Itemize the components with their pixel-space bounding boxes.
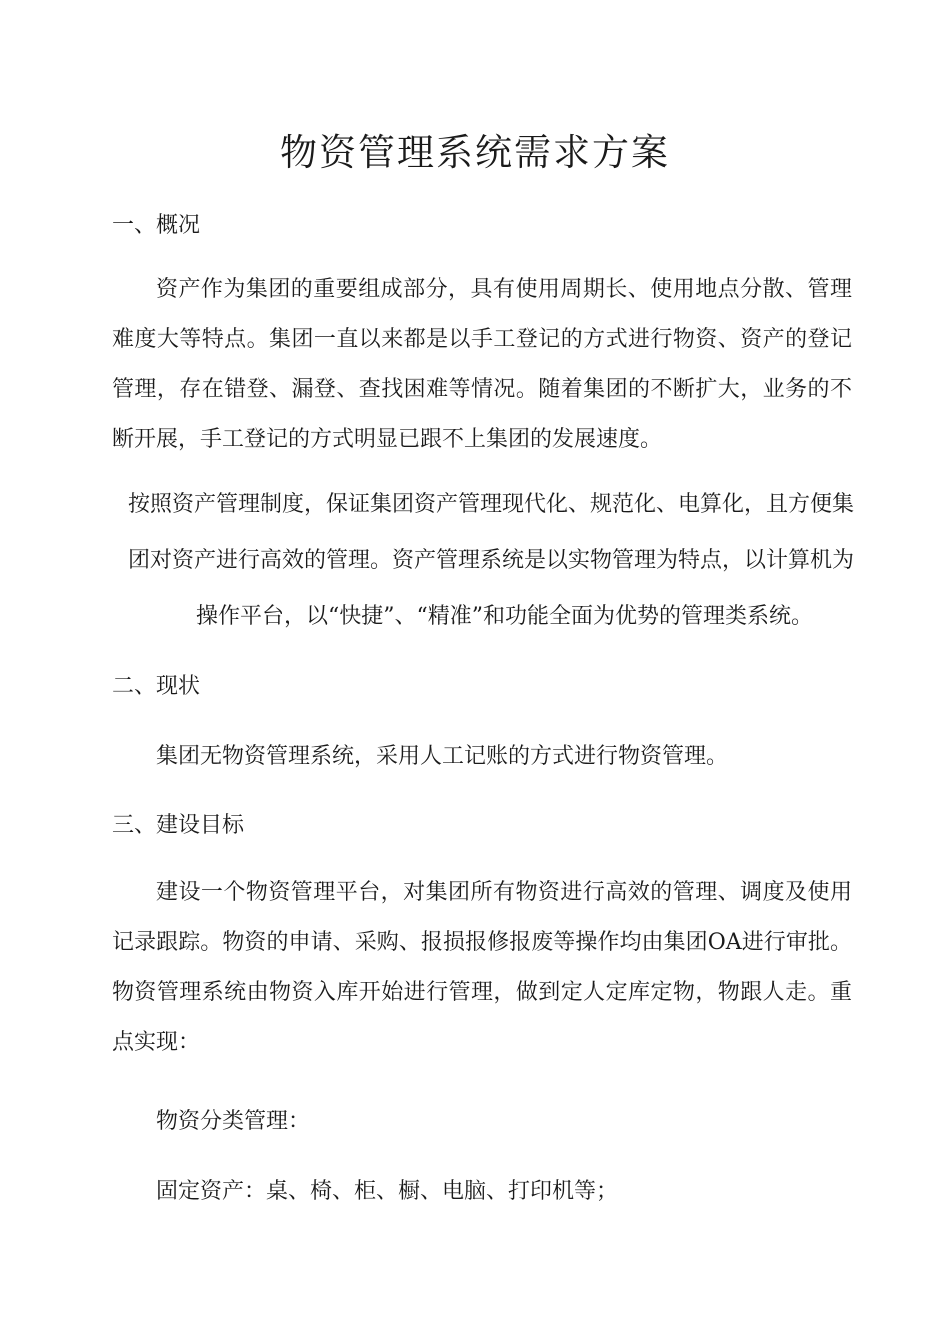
overview-paragraph: 资产作为集团的重要组成部分，具有使用周期长、使用地点分散、管理难度大等特点。集团一直以来都是以手工登记的方式进行物资、资产的登记管理，存在错登、漏登、查找困难等情况。随着集团的不断扩大，业务的不断开展，手工登记的方式明显已跟不上集团的发展速度。 (112, 277, 852, 452)
overview-paragraph-2-line-3: 操作平台，以“快捷”、“精准”和功能全面为优势的管理类系统。 (196, 604, 813, 629)
overview-paragraph-2-line-1: 按照资产管理制度，保证集团资产管理现代化、规范化、电算化，且方便集 (128, 492, 855, 517)
section-heading-goals: 三、建设目标 (112, 813, 245, 838)
status-paragraph: 集团无物资管理系统，采用人工记账的方式进行物资管理。 (156, 744, 729, 769)
overview-paragraph-2-line-2: 团对资产进行高效的管理。资产管理系统是以实物管理为特点，以计算机为 (128, 548, 855, 573)
section-heading-overview: 一、概况 (112, 213, 201, 238)
document-title: 物资管理系统需求方案 (280, 131, 670, 174)
classification-label: 物资分类管理： (156, 1109, 311, 1134)
fixed-assets-line: 固定资产：桌、椅、柜、橱、电脑、打印机等； (156, 1179, 619, 1204)
goals-paragraph: 建设一个物资管理平台，对集团所有物资进行高效的管理、调度及使用记录跟踪。物资的申请、采购、报损报修报废等操作均由集团OA进行审批。物资管理系统由物资入库开始进行管理，做到定人定库定物，物跟人走。重点实现： (112, 880, 852, 1055)
section-heading-status: 二、现状 (112, 674, 201, 699)
